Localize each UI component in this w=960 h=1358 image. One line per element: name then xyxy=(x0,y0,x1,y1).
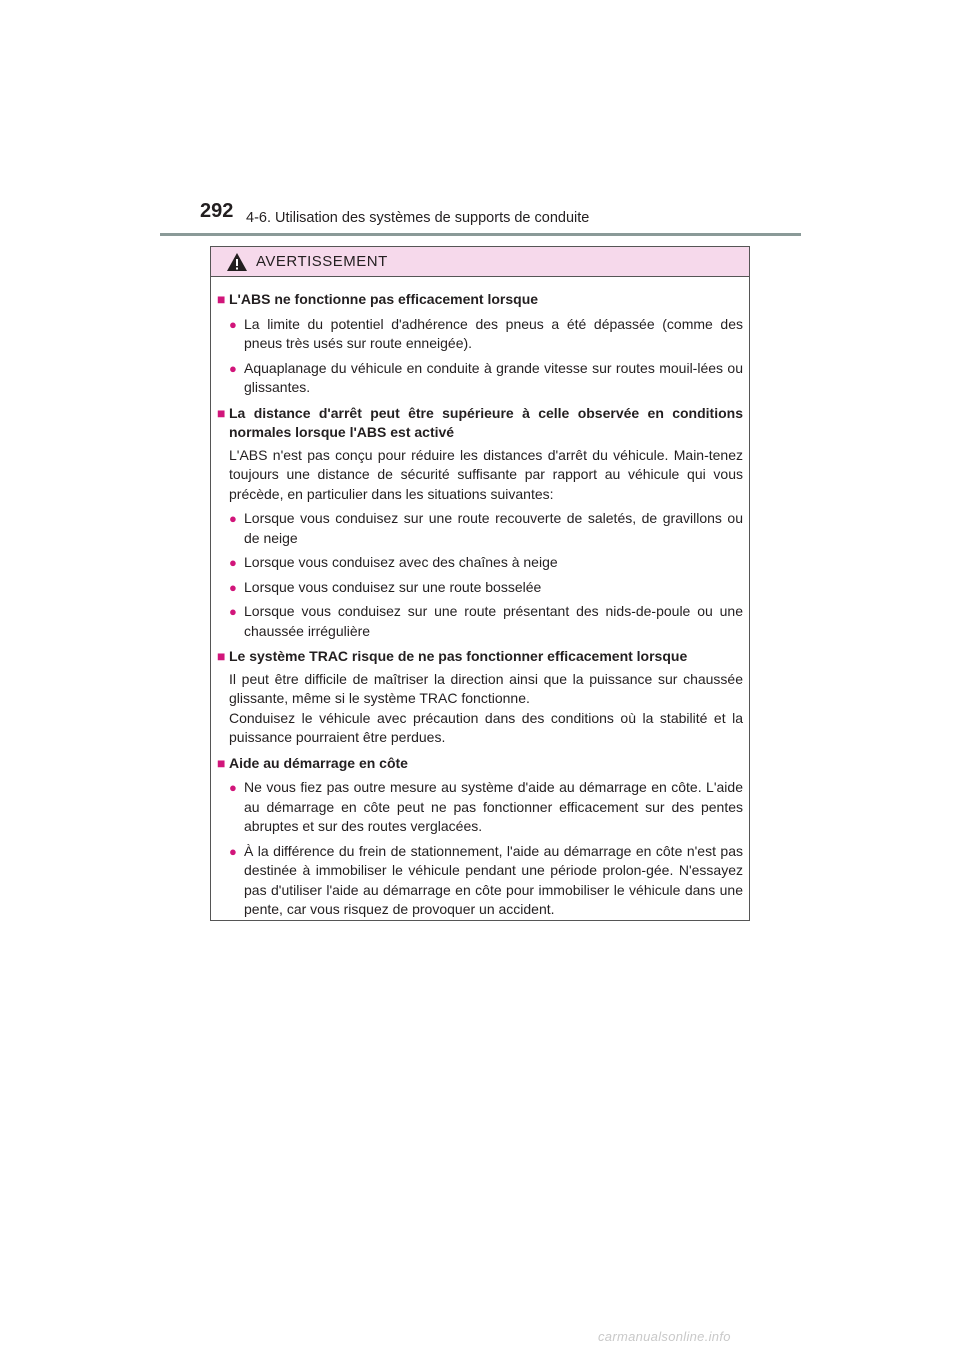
square-bullet-icon: ■ xyxy=(217,648,226,664)
section-heading: ■ L'ABS ne fonctionne pas efficacement lorsque xyxy=(217,290,743,310)
circle-bullet-icon: ● xyxy=(229,360,237,376)
section-heading: ■ Le système TRAC risque de ne pas fonctionner efficacement lorsque xyxy=(217,647,743,667)
circle-bullet-icon: ● xyxy=(229,555,237,570)
list-item: ● Lorsque vous conduisez avec des chaînes à neige xyxy=(229,553,743,573)
section-heading: ■ Aide au démarrage en côte xyxy=(217,754,743,774)
list-item: ● Aquaplanage du véhicule en conduite à grande vitesse sur routes mouil-lées ou glissantes. xyxy=(229,359,743,395)
section-heading: ■ La distance d'arrêt peut être supérieure à celle observée en conditions normales lorsque l'ABS est activé xyxy=(217,404,743,440)
warning-box xyxy=(210,246,750,921)
circle-bullet-icon: ● xyxy=(229,511,237,526)
circle-bullet-icon: ● xyxy=(229,316,237,332)
square-bullet-icon: ■ xyxy=(217,754,226,771)
list-item: ● La limite du potentiel d'adhérence des pneus a été dépassée (comme des pneus très usés sur route enneigée). xyxy=(229,315,743,351)
circle-bullet-icon: ● xyxy=(229,604,237,619)
circle-bullet-icon: ● xyxy=(229,780,237,795)
section-title: 4-6. Utilisation des systèmes de supports de conduite xyxy=(246,210,590,226)
list-item: ● Lorsque vous conduisez sur une route présentant des nids-de-poule ou une chaussée irrégulière xyxy=(229,603,743,639)
square-bullet-icon: ■ xyxy=(217,291,226,307)
warning-section-hill-start xyxy=(217,754,743,920)
list-item: ● Lorsque vous conduisez sur une route bosselée xyxy=(229,578,743,598)
section-paragraph: Conduisez le véhicule avec précaution dans des conditions où la stabilité et la puissance pourraient être perdues. xyxy=(229,709,743,745)
page-number: 292 xyxy=(200,200,234,222)
circle-bullet-icon: ● xyxy=(229,843,237,859)
warning-triangle-icon xyxy=(226,252,248,272)
warning-title: AVERTISSEMENT xyxy=(256,253,388,270)
warning-header xyxy=(211,247,749,277)
warning-section-trac xyxy=(217,647,743,748)
warning-section-stopping-distance xyxy=(217,404,743,642)
header-divider xyxy=(160,233,801,236)
warning-body xyxy=(211,277,749,920)
list-item: ● Ne vous fiez pas outre mesure au système d'aide au démarrage en côte. L'aide au démarrage en côte peut ne pas fonctionner efficacement sur des pentes abruptes et sur des routes verglacées. xyxy=(229,779,743,834)
watermark: carmanualsonline.info xyxy=(598,1329,731,1344)
list-item: ● Lorsque vous conduisez sur une route recouverte de saletés, de gravillons ou de neige xyxy=(229,510,743,546)
section-paragraph: Il peut être difficile de maîtriser la direction ainsi que la puissance sur chaussée glissante, même si le système TRAC fonctionne. xyxy=(229,670,743,706)
list-item: ● À la différence du frein de stationnement, l'aide au démarrage en côte n'est pas destinée à immobiliser le véhicule pendant une période prolon-gée. N'essayez pas d'utiliser l'aide au démarrage en côte pour immobiliser le véhicule dans une pente, car vous risquez de provoquer un accident. xyxy=(229,842,743,917)
section-paragraph: L'ABS n'est pas conçu pour réduire les distances d'arrêt du véhicule. Main-tenez toujours une distance de sécurité suffisante par rapport au véhicule qui vous précède, en particulier dans les situations suivantes: xyxy=(229,446,743,502)
square-bullet-icon: ■ xyxy=(217,404,226,421)
warning-section-abs xyxy=(217,290,743,398)
circle-bullet-icon: ● xyxy=(229,579,237,595)
